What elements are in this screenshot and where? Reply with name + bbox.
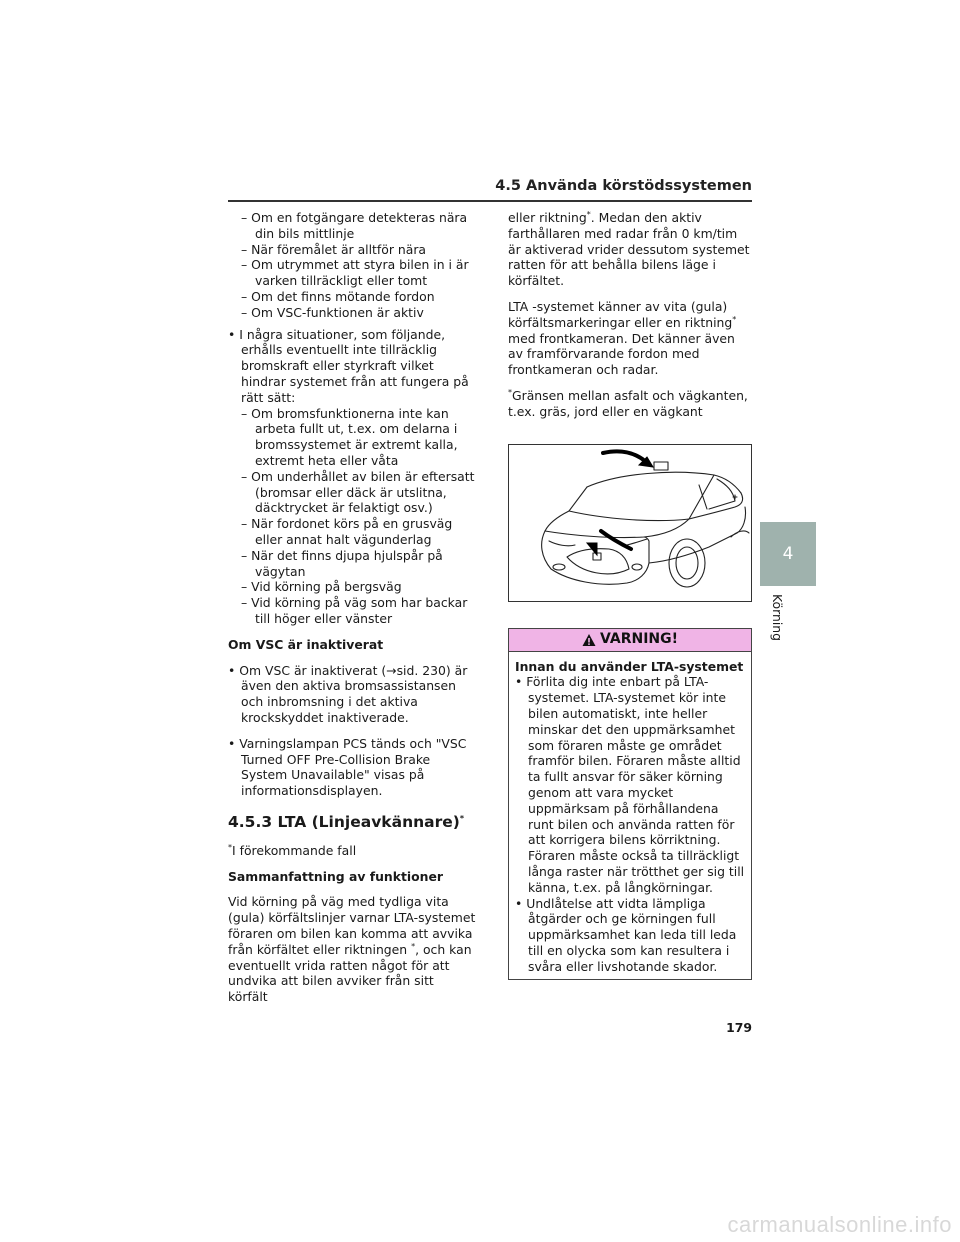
summary-star: * [411,941,416,951]
page-number: 179 [726,1020,752,1035]
bullet-situations-text: • I några situationer, som följande, erhålls eventuellt inte tillräcklig bromskraft eller styrkraft vilket hindrar systemet från att fungera på rätt sätt: [228,326,469,405]
warning-bullet-2: • Undlåtelse att vidta lämpliga åtgärder och ge körningen full uppmärksamhet kan leda till leda till en olycka som kan resultera i svåra eller livshotande skador. [515,895,737,974]
chapter-tab: 4 [760,522,816,586]
watermark: carmanualsonline.info [727,1212,952,1237]
dash-item: – När föremålet är alltför nära [241,241,427,257]
section-header: 4.5 Använda körstödssystemen [495,178,752,194]
summary-heading: Sammanfattning av funktioner [228,868,444,884]
right-column [508,210,752,980]
top-dash-list [228,210,476,321]
dash-item: – När det finns djupa hjulspår på vägytan [241,547,443,579]
lta-section-heading [228,813,476,831]
dash-item: – Om utrymmet att styra bilen in i är varken tillräckligt eller tomt [241,257,469,289]
p1-star: * [586,209,591,219]
paragraph-1 [508,210,752,289]
footnote-star: * [228,842,232,852]
bullet-situations [228,327,476,627]
dash-item: – Om en fotgängare detekteras nära din bils mittlinje [241,210,468,241]
dash-item: – Vid körning på väg som har backar till höger eller vänster [241,595,468,626]
warning-title: VARNING! [599,630,679,647]
lta-heading-text: 4.5.3 LTA (Linjeavkännare) [228,812,460,831]
paragraph-2 [508,299,752,378]
section-rule [228,200,752,202]
situations-dash-list [241,406,476,627]
p1-part-1: eller riktning [508,210,587,225]
left-column [228,210,476,1015]
warning-triangle-icon [582,633,596,647]
summary-part-2: , och kan eventuellt vrida ratten något för att undvika att bilen avviker från sitt körfält [228,941,472,1005]
p2-part-1: LTA -systemet känner av vita (gula) körfältsmarkeringar eller en riktning [508,298,733,330]
warning-box [508,628,752,980]
dash-item: – Om underhållet av bilen är eftersatt (bromsar eller däck är utslitna, däcktrycket är felaktigt osv.) [241,468,475,516]
p3-star: * [508,387,512,397]
vsc-heading: Om VSC är inaktiverat [228,636,384,652]
dash-item: – Om det finns mötande fordon [241,288,435,304]
p2-part-2: med frontkameran. Det känner även av framförvarande fordon med frontkameran och radar. [508,330,735,378]
dash-item: – När fordonet körs på en grusväg eller annat halt vägunderlag [241,516,453,547]
warning-body [509,652,751,979]
footnote-text: I förekommande fall [232,842,357,858]
warning-subtitle: Innan du använder LTA-systemet [515,658,744,674]
car-camera-illustration [508,444,752,602]
vsc-bullet-1: • Om VSC är inaktiverat (→sid. 230) är även den aktiva bromsassistansen och inbromsning i det aktiva krockskyddet inaktiverade. [228,662,468,725]
vsc-bullet-2: • Varningslampan PCS tänds och "VSC Turned OFF Pre-Collision Brake System Unavailable" visas på informationsdisplayen. [228,735,467,799]
dash-item: – Om VSC-funktionen är aktiv [241,304,424,320]
dash-item: – Vid körning på bergsväg [241,579,402,595]
car-illustration-svg [509,445,751,601]
dash-item: – Om bromsfunktionerna inte kan arbeta fullt ut, t.ex. om delarna i bromssystemet är extremt kalla, extremt heta eller våta [241,405,458,468]
footnote [228,843,476,859]
paragraph-3 [508,388,752,420]
chapter-label: Körning [770,594,785,641]
p2-star: * [732,314,737,324]
p3-text: Gränsen mellan asfalt och vägkanten, t.ex. gräs, jord eller en vägkant [508,387,748,419]
warning-bullet-1: • Förlita dig inte enbart på LTA-systemet. LTA-systemet kör inte bilen automatiskt, inte heller minskar det den uppmärksamhet som föraren måste ge området framför bilen. Föraren måste alltid ta fullt ansvar för säker körning genom att vara mycket uppmärksam på förhållandena runt bilen och använda ratten för att korrigera bilens körriktning. Föraren måste också ta tillräckligt långa raster när trötthet ger sig till känna, t.ex. på långkörningar. [515,674,745,895]
p1-part-2: . Medan den aktiv farthållaren med radar från 0 km/tim är aktiverad vrider dessutom systemet ratten för att behålla bilens läge i körfältet. [508,210,750,289]
summary-paragraph [228,894,476,1005]
summary-part-1: Vid körning på väg med tydliga vita (gula) körfältslinjer varnar LTA-systemet föraren om bilen kan komma att avvika från körfältet eller riktningen [228,894,476,957]
warning-header [509,629,751,652]
lta-heading-star: * [459,813,465,823]
